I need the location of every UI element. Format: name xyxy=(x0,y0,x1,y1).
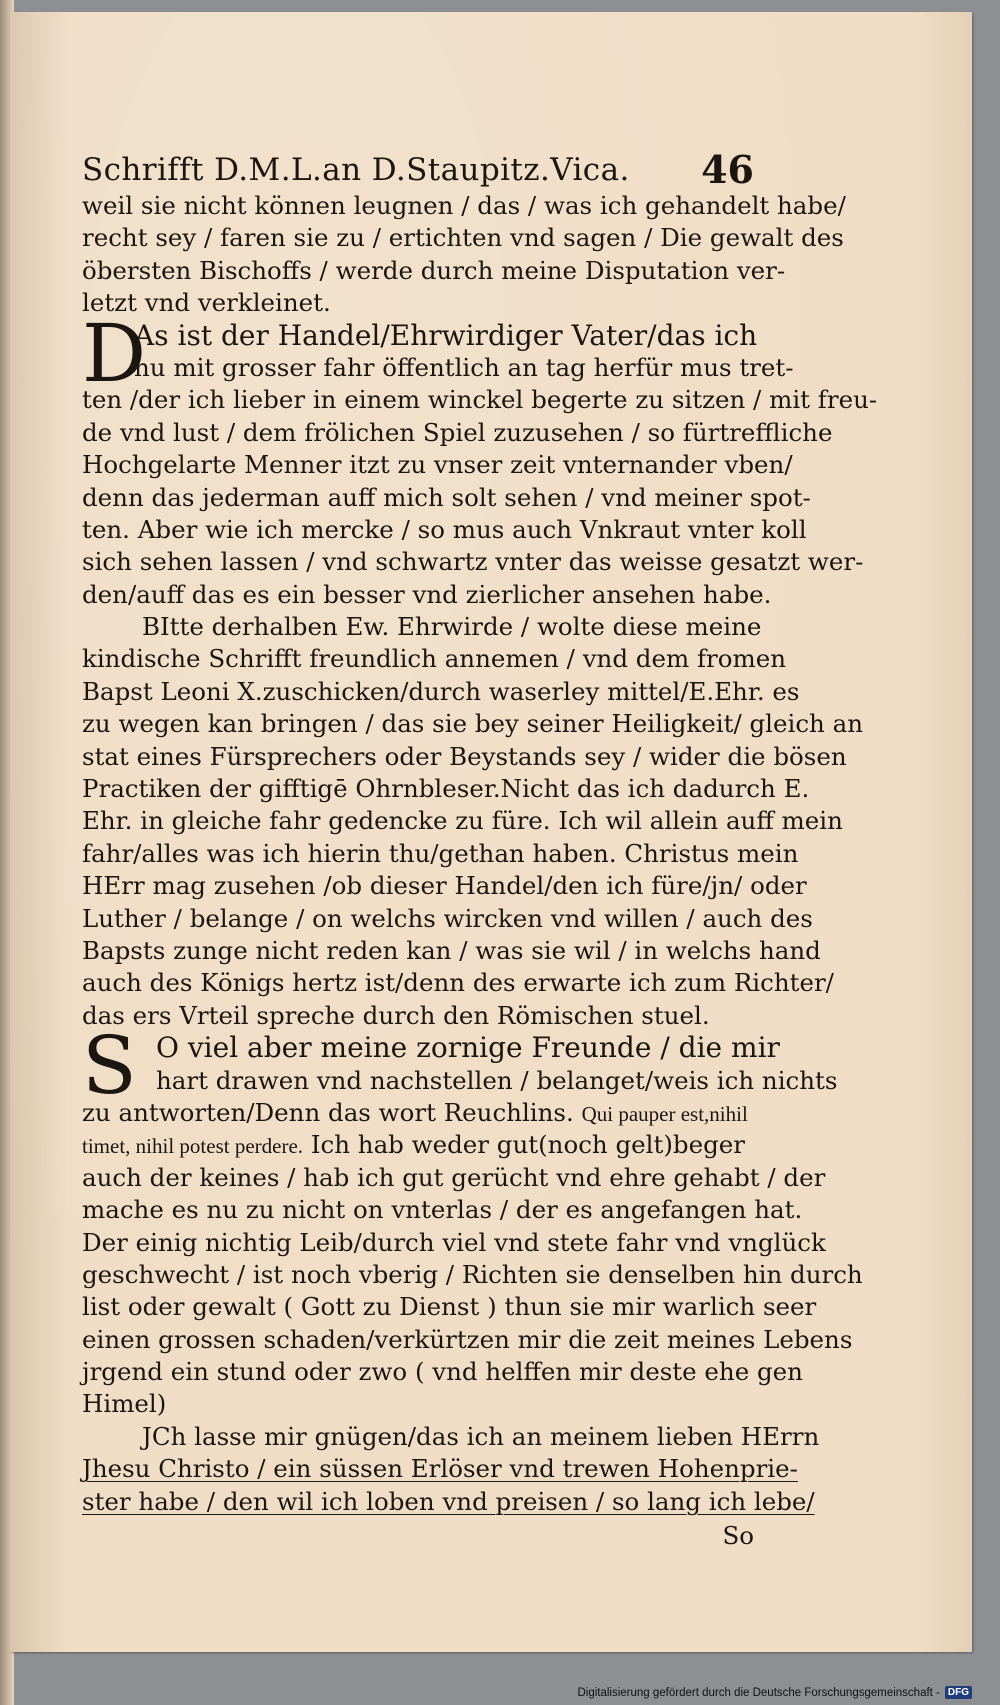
catchword: So xyxy=(722,1521,754,1551)
paragraph-1 xyxy=(82,190,846,320)
text-line: jrgend ein stund oder zwo ( vnd helffen mir deste ehe gen xyxy=(82,1357,803,1387)
text-line: sich sehen lassen / vnd schwartz vnter das weisse gesatzt wer- xyxy=(82,547,864,577)
text-line: kindische Schrifft freundlich annemen / vnd dem fromen xyxy=(82,644,787,674)
text-line: Practiken der gifftigē Ohrnbleser.Nicht das ich dadurch E. xyxy=(82,774,810,804)
text-line: den/auff das es ein besser vnd zierlicher ansehen habe. xyxy=(82,579,772,609)
text-line xyxy=(82,1129,754,1161)
drop-capital: D xyxy=(82,306,147,400)
latin-quote: Qui pauper est,nihil xyxy=(581,1101,748,1126)
scanned-page xyxy=(10,12,972,1652)
text-line: öbersten Bischoffs / werde durch meine Disputation ver- xyxy=(82,255,786,285)
text-line: HErr mag zusehen /ob dieser Handel/den ich füre/jn/ oder xyxy=(82,871,807,901)
text-line: stat eines Fürsprechers oder Beystands sey / wider die bösen xyxy=(82,741,847,771)
text-line: recht sey / faren sie zu / ertichten vnd sagen / Die gewalt des xyxy=(82,223,844,253)
text-line: auch des Königs hertz ist/denn des erwarte ich zum Richter/ xyxy=(82,968,834,998)
text-line: das ers Vrteil spreche durch den Römischen stuel. xyxy=(82,1000,710,1030)
digitization-credit xyxy=(577,1686,972,1699)
text-line: weil sie nicht können leugnen / das / was ich gehandelt habe/ xyxy=(82,191,846,220)
page-number: 46 xyxy=(701,146,754,192)
underlined-text-line: Jhesu Christo / ein süssen Erlöser vnd trewen Hohenprie- xyxy=(82,1454,798,1484)
drop-capital: S xyxy=(82,1019,137,1113)
text-line: ten. Aber wie ich mercke / so mus auch Vnkraut vnter koll xyxy=(82,514,807,544)
text-line: auch der keines / hab ich gut gerücht vnd ehre gehabt / der xyxy=(82,1162,826,1192)
text-line: Hochgelarte Menner itzt zu vnser zeit vnternander vben/ xyxy=(82,450,793,480)
text-line: Bapsts zunge nicht reden kan / was sie wil / in welchs hand xyxy=(82,935,821,965)
text-line: zu wegen kan bringen / das sie bey seiner Heiligkeit/ gleich an xyxy=(82,709,864,739)
text-line: ten /der ich lieber in einem winckel begerte zu sitzen / mit freu- xyxy=(82,385,878,415)
text-line: O viel aber meine zornige Freunde / die mir xyxy=(156,1031,780,1065)
text-line: letzt vnd verkleinet. xyxy=(82,288,331,318)
text-fragment: Ich hab weder gut(noch gelt)beger xyxy=(310,1130,745,1160)
text-line: list oder gewalt ( Gott zu Dienst ) thun sie mir warlich seer xyxy=(82,1292,817,1322)
text-line: einen grossen schaden/verkürtzen mir die zeit meines Lebens xyxy=(82,1324,853,1354)
paragraph-5 xyxy=(82,1421,820,1553)
text-line: fahr/alles was ich hierin thu/gethan haben. Christus mein xyxy=(82,838,799,868)
text-line: Himel) xyxy=(82,1389,167,1419)
text-line: mache es nu zu nicht on vnterlas / der es angefangen hat. xyxy=(82,1195,803,1225)
text-line: Luther / belange / on welchs wircken vnd willen / auch des xyxy=(82,903,813,933)
header-row xyxy=(82,142,754,192)
text-line: As ist der Handel/Ehrwirdiger Vater/das ich xyxy=(134,318,758,352)
running-head: Schrifft D.M.L.an D.Staupitz.Vica. xyxy=(82,151,630,188)
paragraph-2 xyxy=(82,306,878,612)
text-line: BItte derhalben Ew. Ehrwirde / wolte diese meine xyxy=(142,612,762,642)
text-line xyxy=(82,1097,754,1129)
credit-text: Digitalisierung gefördert durch die Deutsche Forschungsgemeinschaft - xyxy=(577,1686,940,1699)
text-line: hart drawen vnd nachstellen / belanget/weis ich nichts xyxy=(156,1065,838,1095)
text-line: nu mit grosser fahr öffentlich an tag herfür mus tret- xyxy=(134,352,794,382)
latin-quote: timet, nihil potest perdere. xyxy=(82,1134,304,1159)
text-line: de vnd lust / dem frölichen Spiel zuzusehen / so fürtreffliche xyxy=(82,417,833,447)
text-line: denn das jederman auff mich solt sehen / vnd meiner spot- xyxy=(82,482,811,512)
text-line: Bapst Leoni X.zuschicken/durch waserley mittel/E.Ehr. es xyxy=(82,676,800,706)
text-line: Der einig nichtig Leib/durch viel vnd stete fahr vnd vnglück xyxy=(82,1227,826,1257)
paragraph-3 xyxy=(82,611,864,1032)
paragraph-4 xyxy=(82,1019,863,1421)
underlined-text-line: ster habe / den wil ich loben vnd preisen / so lang ich lebe/ xyxy=(82,1486,815,1516)
text-line: JCh lasse mir gnügen/das ich an meinem lieben HErrn xyxy=(142,1421,820,1451)
text-line: Ehr. in gleiche fahr gedencke zu füre. Ich wil allein auff mein xyxy=(82,806,843,836)
page-text xyxy=(82,142,878,1552)
text-fragment: zu antworten/Denn das wort Reuchlins. xyxy=(82,1097,574,1127)
text-line: geschwecht / ist noch vberig / Richten sie denselben hin durch xyxy=(82,1259,863,1289)
dfg-logo: DFG xyxy=(945,1686,972,1699)
